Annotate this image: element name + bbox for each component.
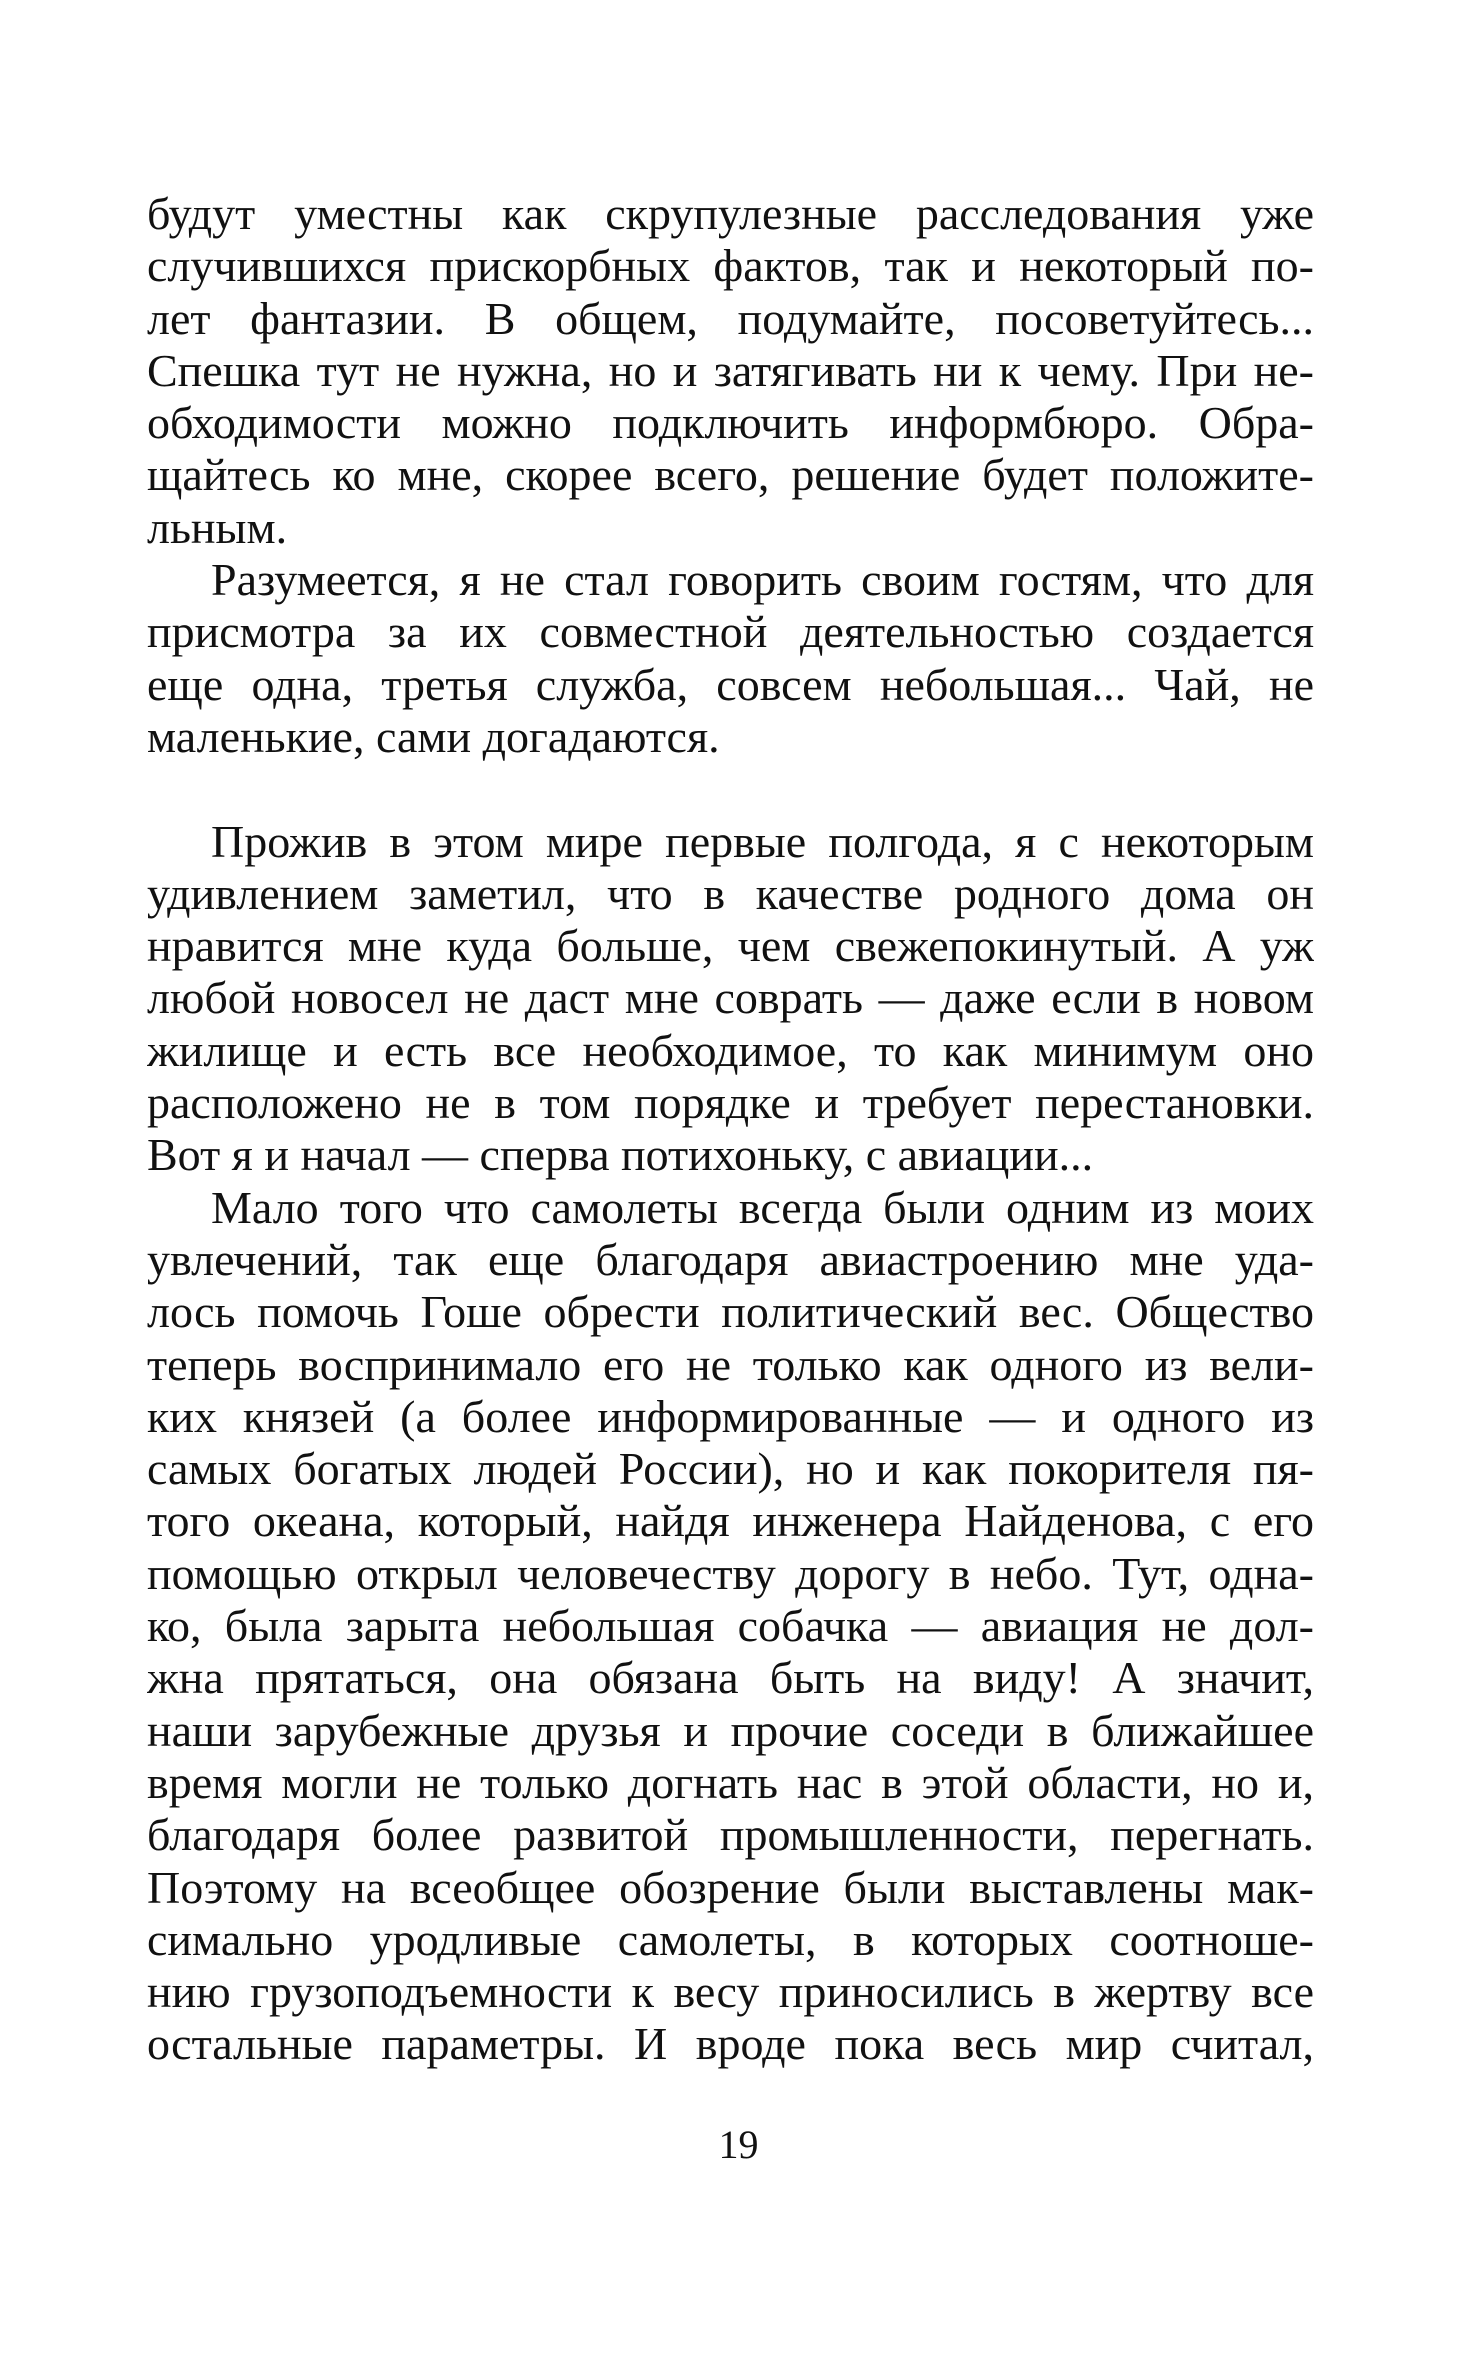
text-line: Мало того что самолеты всегда были одним из моих [211, 1181, 1314, 1233]
paragraph [147, 816, 1314, 1182]
text-line: ко, была зарыта небольшая собачка — авиация не дол- [147, 1600, 1314, 1652]
text-line: присмотра за их совместной деятельностью создается [147, 606, 1314, 658]
text-column [147, 188, 1314, 2071]
text-line: Прожив в этом мире первые полгода, я с некоторым [211, 815, 1314, 867]
text-line: увлечений, так еще благодаря авиастроению мне уда- [147, 1233, 1314, 1285]
text-line: Разумеется, я не стал говорить своим гостям, что для [211, 554, 1314, 606]
text-line: Поэтому на всеобщее обозрение были выставлены мак- [147, 1861, 1314, 1913]
text-line: жилище и есть все необходимое, то как минимум оно [147, 1024, 1314, 1076]
text-line: симально уродливые самолеты, в которых соотноше- [147, 1913, 1314, 1965]
section-break [147, 763, 1314, 815]
text-line: будут уместны как скрупулезные расследования уже [147, 188, 1314, 239]
text-line: удивлением заметил, что в качестве родного дома он [147, 867, 1314, 919]
paragraph [147, 188, 1314, 554]
text-line: обходимости можно подключить информбюро. Обра- [147, 397, 1314, 449]
text-line: самых богатых людей России), но и как покорителя пя- [147, 1443, 1314, 1495]
text-line: лет фантазии. В общем, подумайте, посоветуйтесь... [147, 292, 1314, 344]
text-line: Вот я и начал — сперва потихоньку, с авиации... [147, 1129, 1094, 1181]
text-line: расположено не в том порядке и требует перестановки. [147, 1077, 1314, 1129]
paragraph [147, 1182, 1314, 2071]
text-line: льным. [147, 501, 288, 553]
text-line: лось помочь Гоше обрести политический вес. Общество [147, 1286, 1314, 1338]
text-line: того океана, который, найдя инженера Найденова, с его [147, 1495, 1314, 1547]
text-line: маленькие, сами догадаются. [147, 710, 720, 762]
text-line: наши зарубежные друзья и прочие соседи в ближайшее [147, 1704, 1314, 1756]
text-line: щайтесь ко мне, скорее всего, решение будет положите- [147, 449, 1314, 501]
text-line: жна прятаться, она обязана быть на виду! А значит, [147, 1652, 1314, 1704]
text-line: еще одна, третья служба, совсем небольшая... Чай, не [147, 658, 1314, 710]
text-line: время могли не только догнать нас в этой области, но и, [147, 1756, 1314, 1808]
text-line: остальные параметры. И вроде пока весь мир считал, [147, 2018, 1314, 2070]
text-line: нравится мне куда больше, чем свежепокинутый. А уж [147, 920, 1314, 972]
text-line: любой новосел не даст мне соврать — даже если в новом [147, 972, 1314, 1024]
text-line: нию грузоподъемности к весу приносились в жертву все [147, 1966, 1314, 2018]
text-line: помощью открыл человечеству дорогу в небо. Тут, одна- [147, 1547, 1314, 1599]
paragraph [147, 554, 1314, 763]
text-line: Спешка тут не нужна, но и затягивать ни к чему. При не- [147, 344, 1314, 396]
text-line: теперь воспринимало его не только как одного из вели- [147, 1338, 1314, 1390]
text-line: ких князей (а более информированные — и одного из [147, 1390, 1314, 1442]
page-number: 19 [718, 2122, 759, 2167]
text-line: благодаря более развитой промышленности, перегнать. [147, 1809, 1314, 1861]
text-line: случившихся прискорбных фактов, так и некоторый по- [147, 240, 1314, 292]
